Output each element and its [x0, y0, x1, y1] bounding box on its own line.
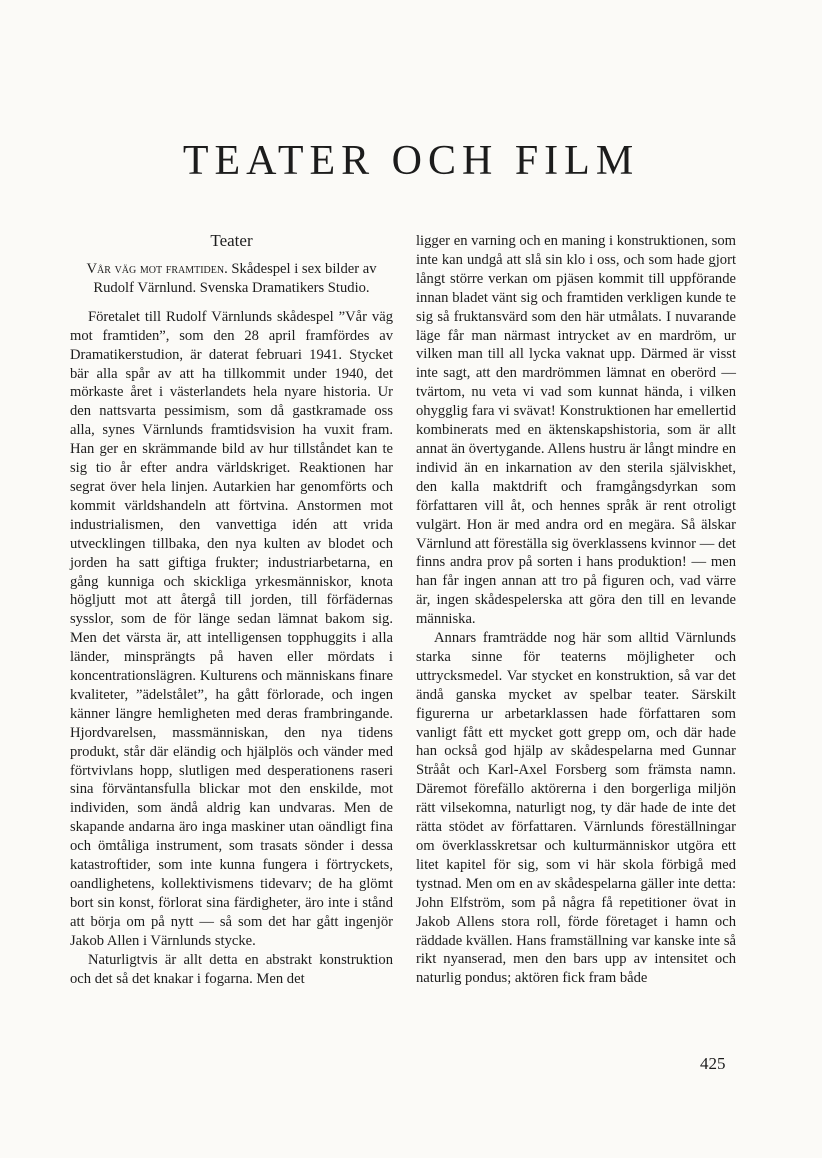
- paragraph-2-continued: ligger en varning och en maning i konstruktionen, som inte kan undgå att slå sin klo i oss, och som hade gjort långt större verkan om pjäsen kommit till uppförande innan bladet vänt sig och framtiden verkligen kunde te sig så fruktansvärd som den här utmålats. I nuvarande läge får man närmast intrycket av en mardröm, ur vilken man till all lycka vaknat upp. Därmed är visst inte sagt, att den mardrömmen lämnat en oberörd — tvärtom, nu veta vi vad som kunnat hända, i vilken ohygglig fara vi svävat! Konstruktionen har emellertid kombinerats med en äktenskapshistoria, som är allt annat än övertygande. Allens hustru är långt mindre en individ än en inkarnation av den sterila själviskhet, den kalla maktdrift och framgångsdyrkan som författaren vill åt, och hennes språk är rent otroligt vulgärt. Hon är med andra ord en megära. Så älskar Värnlund att föreställa sig överklassens kvinnor — det finns andra prov på sorten i hans produktion! — men han får ingen annan att tro på figuren och, vad värre är, ingen skådespelerska att göra den till en levande människa.: [416, 233, 736, 628]
- paragraph-1: Företalet till Rudolf Värnlunds skådespel ”Vår väg mot framtiden”, som den 28 april framfördes av Dramatikerstudion, är daterat februari 1941. Stycket bär alla spår av att ha tillkommit under 1940, det mörkaste året i västerlandets hela nyare historia. Ur den nattsvarta pessimism, som då gastkramade oss alla, synes Värnlunds framtidsvision ha vuxit fram. Han ger en skrämmande bild av hur tillståndet kan te sig tio år efter andra världskriget. Reaktionen har segrat över hela linjen. Autarkien har genomförts och kommit världshandeln att förtvina. Anstormen mot industrialismen, den vanvettiga idén att vrida utvecklingen tillbaka, den nya kulten av blodet och jorden ha satt giftiga frukter; industriarbetarna, en gång kunniga och skickliga yrkesmänniskor, knota högljutt mot att återgå till jorden, till förfädernas sysslor, som de för länge sedan lämnat bakom sig. Men det värsta är, att intelligensen topphuggits i alla länder, minsprängts på haven eller mördats i koncentrationslägren. Kulturens och människans finare kvaliteter, ”ädelstålet”, ha gått förlorade, och ingen känner längre hemligheten med deras frambringande. Hjordvarelsen, massmänniskan, den nya tidens produkt, står där eländig och hjälplös och vänder med förtvivlans hopp, slutligen med desperationens raseri sina förväntansfulla blickar mot den enskilde, mot individen, som ändå aldrig kan undvaras. Men de skapande andarna äro inga maskiner utan oändligt fina och ömtåliga instrument, som trasats sönder i dessa katastroftider, som inte kunna fungera i förtryckets, oandlighetens, kollektivismens tidevarv; de ha glömt bort sin konst, förlorat sina färdigheter, äro inte i stånd att börja om på nytt — så som det har gått ingenjör Jakob Allen i Värnlunds stycke.: [70, 308, 393, 949]
- right-column: [416, 232, 736, 988]
- review-details: Skådespel i sex bilder av Rudolf Värnlund. Svenska Dramatikers Studio.: [93, 261, 377, 296]
- paragraph-3: Annars framträdde nog här som alltid Värnlunds starka sinne för teaterns möjligheter och uttrycksmedel. Var stycket en konstruktion, så var det ändå ganska mycket av spelbar teater. Särskilt figurerna ur arbetarklassen hade författaren som vanligt fått ett mycket gott grepp om, och där hade han också god hjälp av skådespelarna med Gunnar Strååt och Karl-Axel Forsberg som främsta namn. Däremot förefällo aktörerna i den borgerliga miljön rätt vilsekomna, naturligt nog, ty där hade de inte det rätta stödet av författaren. Värnlunds föreställningar om överklasskretsar och kulturmänniskor utgöra ett litet kapitel för sig, som vi här skola förbigå med tystnad. Men om en av skådespelarna gäller inte detta: John Elfström, som på några få repetitioner övat in Jakob Allens stora roll, förde företaget i hamn och räddade kvällen. Hans framställning var kanske inte så rikt nyanserad, men den bars upp av intensitet och naturlig pondus; aktören fick fram både: [416, 630, 736, 987]
- review-heading: [70, 260, 393, 298]
- section-heading: Teater: [210, 231, 253, 250]
- paragraph-2-start: Naturligtvis är allt detta en abstrakt konstruktion och det så det knakar i fogarna. Men det: [70, 951, 393, 987]
- review-title: Vår väg mot framtiden.: [86, 261, 228, 277]
- page-number: 425: [700, 1054, 726, 1073]
- page-title: TEATER OCH FILM: [182, 138, 640, 184]
- left-column: [70, 230, 393, 988]
